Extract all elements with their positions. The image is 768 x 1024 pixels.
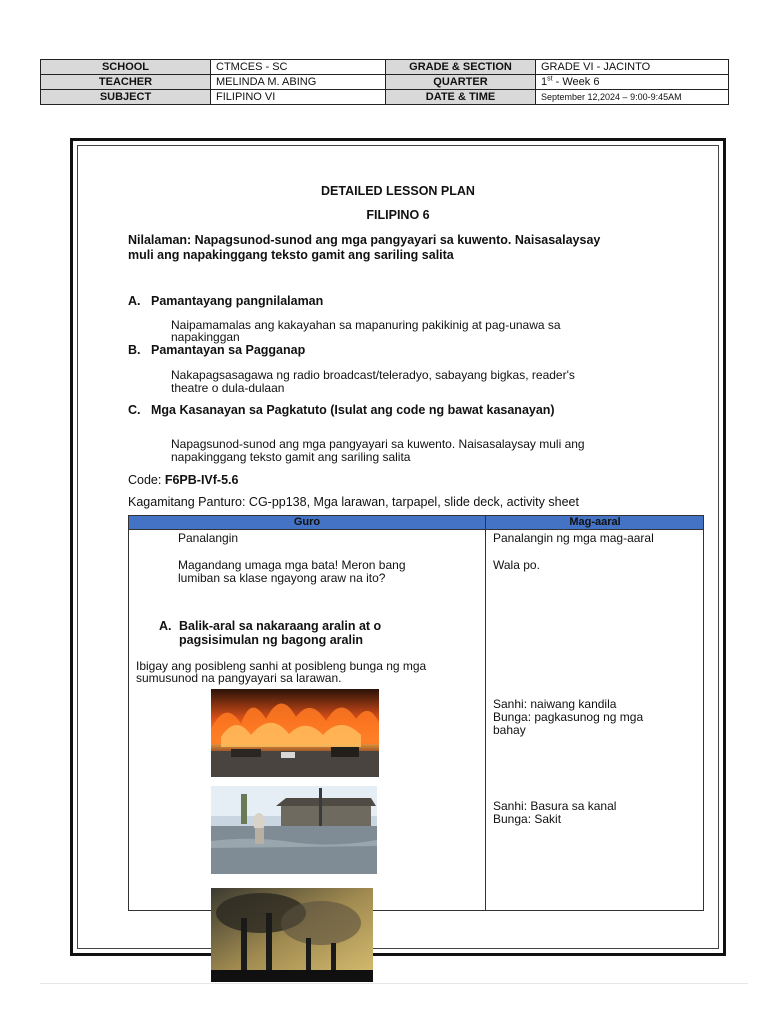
school-label: SCHOOL: [41, 60, 211, 75]
section-a-title: Pamantayang pangnilalaman: [151, 294, 324, 308]
nilalaman-line-2: muli ang napakinggang teksto gamit ang sariling salita: [128, 248, 454, 262]
teacher-prayer: Panalangin: [178, 531, 239, 545]
student-greeting: Wala po.: [493, 558, 540, 572]
pollution-photo: [211, 888, 373, 982]
column-guro: Guro: [293, 516, 321, 528]
column-divider: [485, 516, 486, 910]
date-time-label: DATE & TIME: [386, 90, 536, 105]
student-prayer: Panalangin ng mga mag-aaral: [493, 531, 654, 545]
section-b-text-1: Nakapagsasagawa ng radio broadcast/teleradyo, sabayang bigkas, reader's: [171, 368, 575, 382]
review-title-1: Balik-aral sa nakaraang aralin at o: [179, 619, 382, 633]
answer-2-effect: Bunga: Sakit: [493, 812, 562, 826]
answer-1-cause: Sanhi: naiwang kandila: [493, 697, 617, 711]
nilalaman-line-1: Nilalaman: Napagsunod-sunod ang mga pangyayari sa kuwento. Naisasalaysay: [128, 233, 601, 247]
quarter-suffix: st: [547, 75, 553, 83]
code-line: [128, 473, 238, 487]
teacher-label: TEACHER: [41, 75, 211, 90]
grade-section-value: GRADE VI - JACINTO: [536, 60, 729, 75]
lesson-plan-frame: [70, 138, 726, 956]
quarter-label: QUARTER: [386, 75, 536, 90]
page-divider: [40, 983, 748, 984]
teacher-value: MELINDA M. ABING: [211, 75, 386, 90]
header-row-school: [41, 60, 729, 75]
answer-1-effect-cont: bahay: [493, 723, 526, 737]
section-c-text-1: Napagsunod-sunod ang mga pangyayari sa kuwento. Naisasalaysay muli ang: [171, 437, 585, 451]
section-c-title: Mga Kasanayan sa Pagkatuto (Isulat ang code ng bawat kasanayan): [151, 403, 555, 417]
section-a-text-2: napakinggan: [171, 330, 240, 344]
plan-title: DETAILED LESSON PLAN: [321, 184, 475, 198]
section-a-heading: [128, 294, 323, 308]
section-b-heading: [128, 343, 305, 357]
answer-2-cause: Sanhi: Basura sa kanal: [493, 799, 617, 813]
materials-line: Kagamitang Panturo: CG-pp138, Mga larawan, tarpapel, slide deck, activity sheet: [128, 495, 579, 509]
plan-subtitle: FILIPINO 6: [366, 208, 430, 222]
code-value: F6PB-IVf-5.6: [164, 473, 239, 487]
subject-label: SUBJECT: [41, 90, 211, 105]
grade-section-label: GRADE & SECTION: [386, 60, 536, 75]
fire-photo: [211, 689, 379, 777]
answer-1-effect: Bunga: pagkasunog ng mga: [493, 710, 644, 724]
flood-photo: [211, 786, 377, 874]
activities-table-header: [129, 516, 703, 530]
school-value: CTMCES - SC: [211, 60, 386, 75]
section-c-text-2: napakinggang teksto gamit ang sariling salita: [171, 450, 411, 464]
instruction-line-1: Ibigay ang posibleng sanhi at posibleng bunga ng mga: [136, 659, 427, 673]
teacher-greeting-1: Magandang umaga mga bata! Meron bang: [178, 558, 406, 572]
review-title-2: pagsisimulan ng bagong aralin: [179, 633, 364, 647]
quarter-week: - Week 6: [552, 76, 600, 88]
code-label: Code:: [128, 473, 165, 487]
quarter-number: 1: [541, 76, 548, 88]
section-c-letter: C.: [128, 403, 141, 417]
section-c-heading: [128, 403, 555, 417]
header-row-teacher: [41, 75, 729, 90]
instruction-line-2: sumusunod na pangyayari sa larawan.: [136, 671, 342, 685]
section-a-text-1: Naipamamalas ang kakayahan sa mapanuring pakikinig at pag-unawa sa: [171, 318, 561, 332]
section-a-letter: A.: [128, 294, 141, 308]
subject-value: FILIPINO VI: [211, 90, 386, 105]
review-heading: [159, 619, 381, 633]
header-row-subject: [41, 90, 729, 105]
date-time-value: September 12,2024 – 9:00-9:45AM: [536, 90, 729, 105]
quarter-value: [536, 75, 729, 90]
column-mag-aaral: Mag-aaral: [569, 516, 621, 528]
header-info-table: [40, 59, 729, 105]
review-letter: A.: [159, 619, 172, 633]
section-b-letter: B.: [128, 343, 141, 357]
section-b-text-2: theatre o dula-dulaan: [171, 381, 285, 395]
teacher-greeting-2: lumiban sa klase ngayong araw na ito?: [178, 571, 386, 585]
section-b-title: Pamantayan sa Pagganap: [151, 343, 306, 357]
